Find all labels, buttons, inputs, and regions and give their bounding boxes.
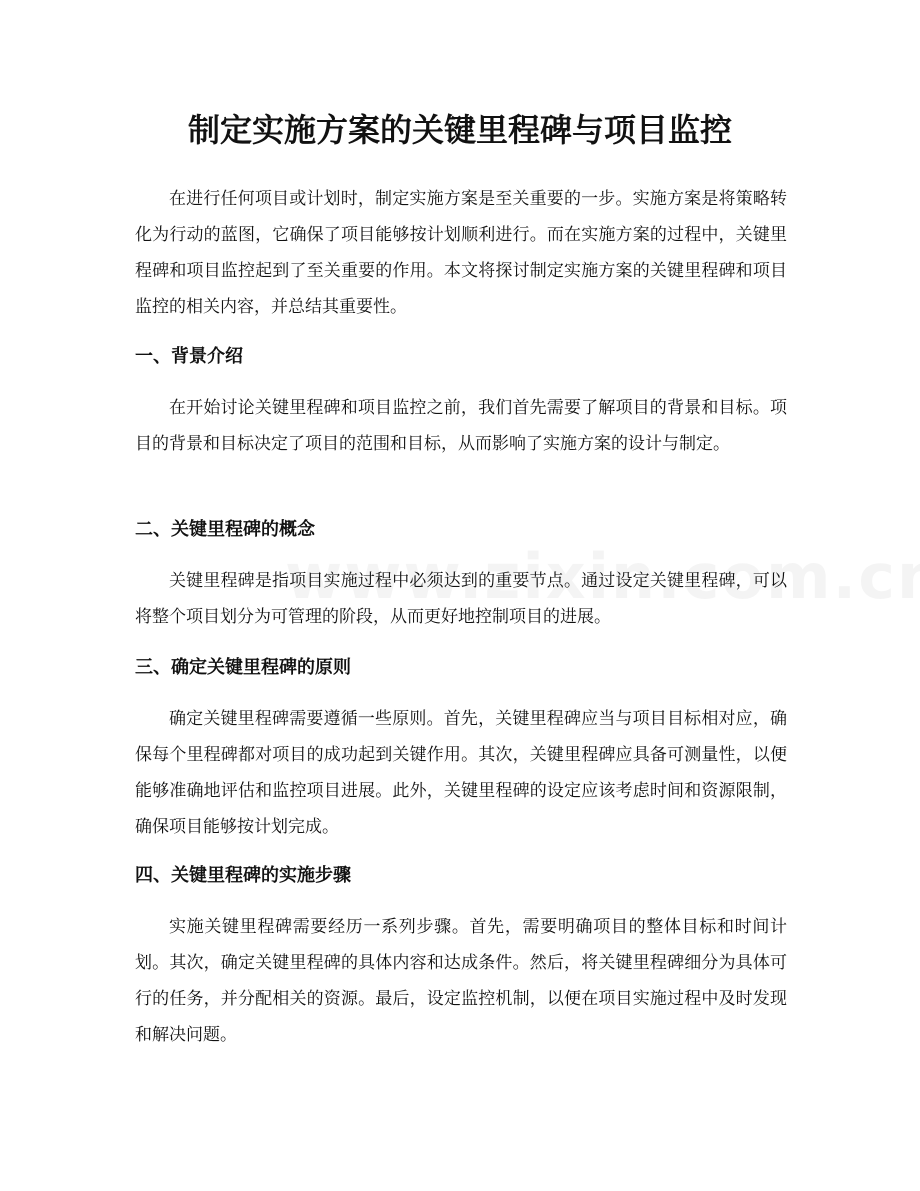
section-heading-milestone-steps: 四、关键里程碑的实施步骤 <box>135 865 351 886</box>
section-heading-milestone-concept: 二、关键里程碑的概念 <box>135 519 315 540</box>
intro-paragraph: 在进行任何项目或计划时，制定实施方案是至关重要的一步。实施方案是将策略转化为行动的蓝图，它确保了项目能够按计划顺利进行。而在实施方案的过程中，关键里程碑和项目监控起到了至关重要的作用。本文将探讨制定实施方案的关键里程碑和项目监控的相关内容，并总结其重要性。 <box>135 189 787 317</box>
section-heading-background: 一、背景介绍 <box>135 346 243 367</box>
section-body-milestone-concept: 关键里程碑是指项目实施过程中必须达到的重要节点。通过设定关键里程碑，可以将整个项目划分为可管理的阶段，从而更好地控制项目的进展。 <box>135 571 787 627</box>
page-title: 制定实施方案的关键里程碑与项目监控 <box>187 111 732 149</box>
section-body-background: 在开始讨论关键里程碑和项目监控之前，我们首先需要了解项目的背景和目标。项目的背景和目标决定了项目的范围和目标，从而影响了实施方案的设计与制定。 <box>135 398 787 454</box>
section-body-milestone-steps: 实施关键里程碑需要经历一系列步骤。首先，需要明确项目的整体目标和时间计划。其次，确定关键里程碑的具体内容和达成条件。然后，将关键里程碑细分为具体可行的任务，并分配相关的资源。最后，设定监控机制，以便在项目实施过程中及时发现和解决问题。 <box>135 917 787 1045</box>
section-heading-milestone-principles: 三、确定关键里程碑的原则 <box>135 657 351 678</box>
section-body-milestone-principles: 确定关键里程碑需要遵循一些原则。首先，关键里程碑应当与项目目标相对应，确保每个里程碑都对项目的成功起到关键作用。其次，关键里程碑应具备可测量性，以便能够准确地评估和监控项目进展。此外，关键里程碑的设定应该考虑时间和资源限制，确保项目能够按计划完成。 <box>135 709 787 837</box>
